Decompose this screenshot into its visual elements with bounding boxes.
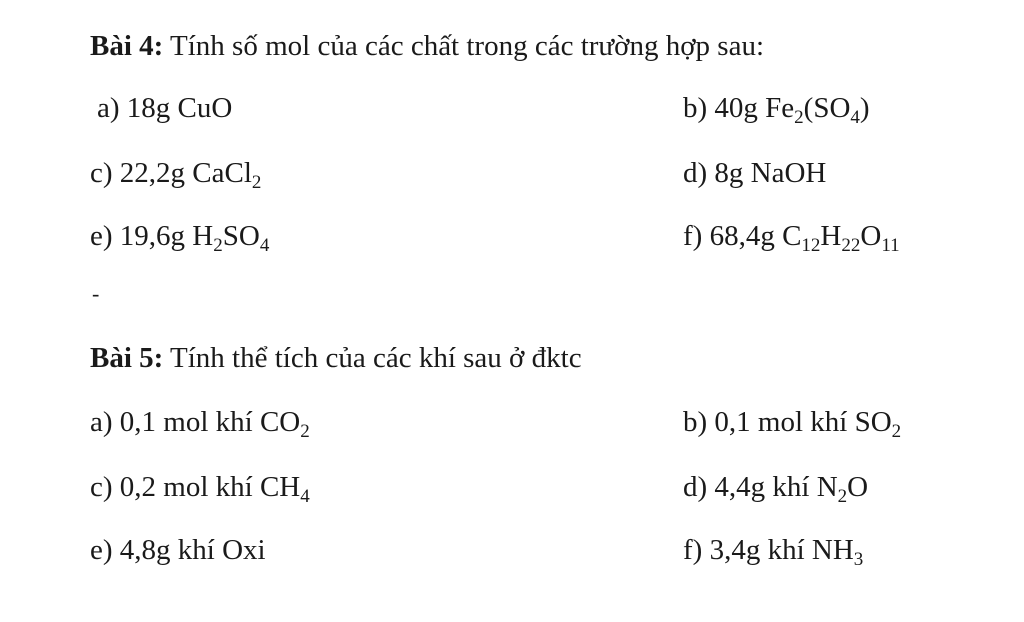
formula-subscript: 2 (794, 107, 804, 128)
exercise-4-heading (90, 28, 764, 64)
formula-part: N (816, 471, 838, 503)
exercise-5-title: Tính thể tích của các khí sau ở đktc (163, 342, 582, 374)
chemical-formula (811, 534, 864, 570)
formula-subscript: 4 (259, 235, 270, 256)
exercise-5-item-d (683, 469, 868, 505)
formula-part: SO (222, 220, 260, 252)
formula-part: H (192, 220, 214, 252)
formula-part: C (782, 220, 802, 252)
formula-subscript: 2 (213, 235, 223, 256)
formula-part: CO (259, 406, 301, 438)
exercise-4-item-a (97, 90, 232, 126)
item-label: c) 22,2g (90, 157, 193, 189)
formula-subscript: 4 (300, 486, 310, 507)
item-label: c) 0,2 mol khí (90, 471, 260, 503)
item-label: b) 0,1 mol khí (683, 406, 855, 438)
exercise-4-item-d (683, 155, 826, 191)
item-label: f) 68,4g (683, 220, 783, 252)
exercise-5-number: Bài 5: (90, 342, 164, 374)
formula-part: Fe (765, 92, 795, 124)
exercise-5-item-f (683, 532, 863, 568)
chemical-formula (192, 157, 262, 193)
formula-subscript: 11 (881, 235, 900, 256)
separator-dash: - (92, 281, 100, 306)
formula-subscript: 2 (300, 421, 310, 442)
formula-subscript: 2 (251, 172, 262, 193)
formula-subscript: 2 (891, 421, 902, 442)
exercise-4-title: Tính số mol của các chất trong các trường hợp sau: (163, 30, 765, 62)
chemical-formula (192, 220, 270, 256)
formula-part: O (860, 220, 882, 252)
item-label: d) 4,4g khí (683, 471, 817, 503)
exercise-5-item-a (90, 404, 310, 440)
formula-part: (SO (803, 92, 851, 124)
formula-subscript: 2 (837, 486, 848, 507)
formula-part: CaCl (192, 157, 252, 189)
formula-part: NH (811, 534, 854, 566)
item-label: d) 8g NaOH (683, 157, 827, 189)
item-label: b) 40g (683, 92, 766, 124)
chemical-formula (854, 406, 902, 442)
exercise-5-item-e (90, 532, 266, 568)
formula-part: SO (854, 406, 892, 438)
chemical-formula (765, 92, 870, 128)
formula-part: O (847, 471, 869, 503)
formula-subscript: 4 (850, 107, 860, 128)
exercise-5-item-b (683, 404, 901, 440)
item-label: e) 19,6g (90, 220, 193, 252)
item-label: f) 3,4g khí (683, 534, 812, 566)
item-label: e) 4,8g khí Oxi (90, 534, 266, 566)
chemical-formula (782, 220, 900, 256)
formula-subscript: 22 (841, 235, 861, 256)
formula-subscript: 12 (801, 235, 821, 256)
formula-part: CH (259, 471, 301, 503)
chemical-formula (816, 471, 869, 507)
exercise-4-number: Bài 4: (90, 30, 164, 62)
exercise-4-item-f (683, 218, 900, 254)
exercise-4-item-e (90, 218, 269, 254)
formula-subscript: 3 (853, 549, 864, 570)
exercise-4-item-b (683, 90, 870, 126)
exercise-5-item-c (90, 469, 310, 505)
chemical-formula (259, 406, 310, 442)
formula-part: H (820, 220, 842, 252)
exercise-5-heading (90, 340, 582, 376)
exercise-4-item-c (90, 155, 261, 191)
chemical-formula (259, 471, 310, 507)
item-label: a) 0,1 mol khí (90, 406, 260, 438)
formula-part: ) (859, 92, 870, 124)
item-label: a) 18g CuO (97, 92, 233, 124)
